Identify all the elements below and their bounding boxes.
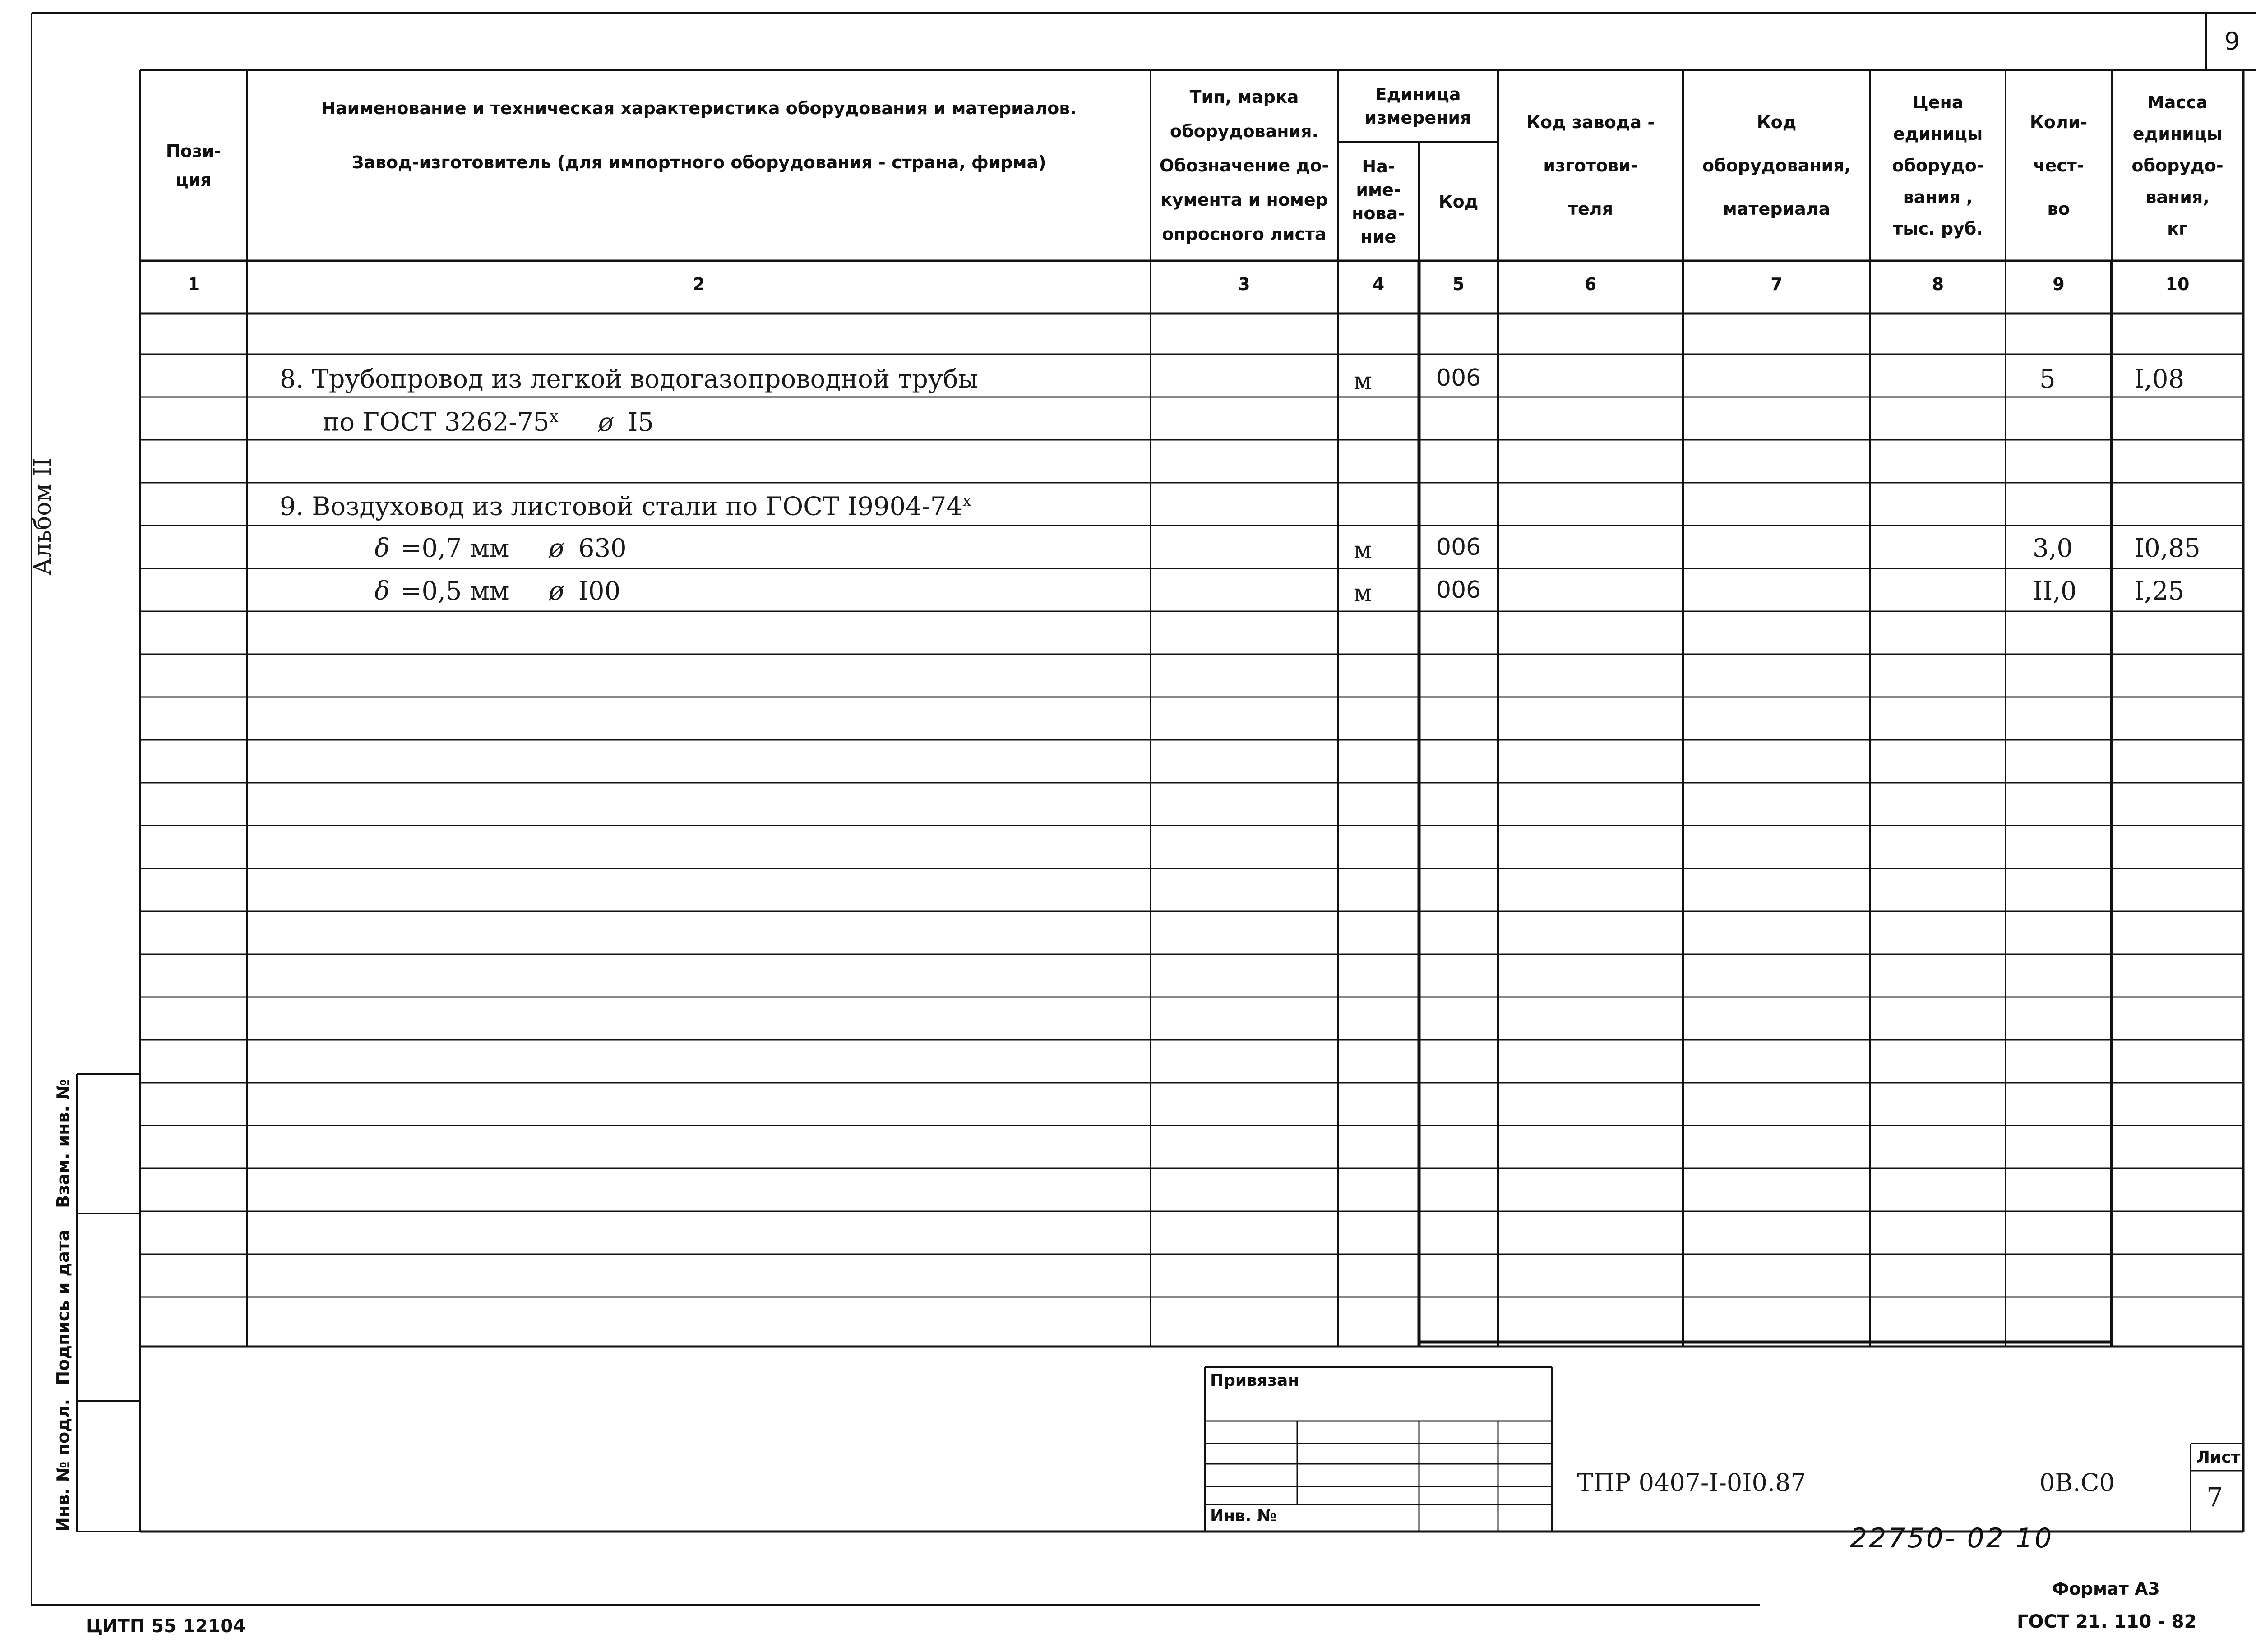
row-8-gost — [323, 407, 654, 437]
column-number-6: 6 — [1584, 274, 1597, 294]
row-9b-code: 006 — [1436, 577, 1481, 604]
header-equipment-line3: материала — [1723, 198, 1831, 219]
header-mass-line2: единицы — [2132, 124, 2223, 144]
column-number-3: 3 — [1238, 274, 1250, 294]
row-9-name — [280, 492, 971, 521]
header-factory-line2: изготови- — [1543, 155, 1638, 175]
header-unit-name-line2: име- — [1356, 180, 1401, 200]
header-unit-name-line4: ние — [1360, 226, 1396, 247]
format-label: Формат А3 — [2052, 1579, 2160, 1599]
inv-no-label: Инв. № — [1210, 1507, 1277, 1525]
row-8-mass: I,08 — [2134, 365, 2185, 394]
header-position-line2: ция — [176, 170, 212, 190]
header-equipment-line1: Код — [1757, 112, 1797, 132]
header-type-line2: оборудования. — [1170, 121, 1318, 141]
row-8-gost-sup: x — [549, 407, 559, 426]
row-9a-code: 006 — [1436, 534, 1481, 561]
header-type-line5: опросного листа — [1162, 224, 1327, 244]
header-position — [140, 70, 247, 261]
header-type-line4: кумента и номер — [1160, 189, 1328, 210]
row-9-name-text: 9. Воздуховод из листовой стали по ГОСТ I9904-74 — [280, 492, 962, 521]
delta-icon: δ — [374, 534, 390, 563]
column-number-9: 9 — [2053, 274, 2065, 294]
header-unit-code-label: Код — [1438, 191, 1479, 212]
handwritten-number: 22750- 02 10 — [1850, 1523, 2054, 1554]
header-price-line4: вания , — [1903, 187, 1973, 207]
row-8-gost-text: по ГОСТ 3262-75 — [323, 407, 550, 437]
header-unit-name-line3: нова- — [1352, 203, 1405, 223]
sheet-number: 7 — [2206, 1482, 2223, 1513]
header-factory-line1: Код завода - — [1526, 112, 1655, 132]
header-price-line3: оборудо- — [1892, 155, 1984, 175]
header-unit-group — [1338, 70, 1498, 142]
header-factory-line3: теля — [1567, 198, 1613, 219]
header-mass-line5: кг — [2167, 218, 2188, 239]
row-8-code: 006 — [1436, 365, 1481, 392]
header-mass — [2112, 70, 2243, 261]
header-quantity — [2006, 70, 2112, 261]
column-number-10: 10 — [2165, 274, 2190, 294]
diameter-icon: ø — [549, 577, 564, 606]
header-unit-line2: измерения — [1364, 108, 1471, 128]
header-name-line2: Завод-изготовитель (для импортного оборудования - страна, фирма) — [351, 152, 1046, 172]
header-unit-name — [1338, 142, 1419, 261]
album-label: Альбом II — [29, 457, 56, 576]
stamp-sign-date: Подпись и дата — [53, 1229, 73, 1385]
row-8-qty: 5 — [2039, 365, 2056, 394]
delta-icon: δ — [374, 577, 390, 606]
row-9a-qty: 3,0 — [2033, 534, 2073, 563]
header-price-line2: единицы — [1893, 124, 1983, 144]
header-unit-line1: Единица — [1375, 84, 1461, 104]
header-factory-code — [1498, 70, 1683, 261]
header-price-line5: тыс. руб. — [1893, 218, 1983, 239]
row-9-sup: x — [962, 492, 972, 510]
column-number-7: 7 — [1771, 274, 1783, 294]
header-equipment-code — [1683, 70, 1870, 261]
stamp-inv-orig: Инв. № подл. — [53, 1398, 73, 1532]
row-9a-unit: м — [1354, 537, 1372, 564]
stamp-inv-replace: Взам. инв. № — [53, 1079, 73, 1208]
row-9b-thickness: =0,5 мм — [400, 577, 509, 606]
document-code: ТПР 0407-I-0I0.87 — [1577, 1468, 1806, 1497]
header-type — [1151, 70, 1338, 261]
row-9b-mass: I,25 — [2134, 577, 2185, 606]
header-price-line1: Цена — [1912, 92, 1964, 112]
row-9b-spec — [374, 577, 620, 606]
printer-label: ЦИТП 55 12104 — [86, 1616, 246, 1637]
column-number-2: 2 — [693, 274, 705, 294]
header-mass-line4: вания, — [2145, 187, 2210, 207]
row-9b-unit: м — [1354, 580, 1372, 607]
sheet-label: Лист — [2196, 1448, 2241, 1467]
row-8-unit: м — [1354, 368, 1372, 395]
row-8-diameter: I5 — [628, 407, 654, 437]
header-unit-code — [1419, 142, 1498, 261]
gost-label: ГОСТ 21. 110 - 82 — [2017, 1611, 2197, 1632]
header-price — [1870, 70, 2006, 261]
header-equipment-line2: оборудования, — [1702, 155, 1851, 175]
row-9a-diameter: 630 — [578, 534, 627, 563]
row-9a-mass: I0,85 — [2134, 534, 2201, 563]
column-number-1: 1 — [187, 274, 200, 294]
diameter-icon: ø — [549, 534, 564, 563]
row-9a-spec — [374, 534, 627, 563]
privyazan-label: Привязан — [1210, 1371, 1299, 1390]
diameter-icon: ø — [598, 407, 614, 437]
row-9b-qty: II,0 — [2033, 577, 2077, 606]
header-type-line1: Тип, марка — [1189, 87, 1299, 107]
column-number-5: 5 — [1452, 274, 1465, 294]
header-position-line1: Пози- — [166, 141, 222, 161]
header-quantity-line2: чест- — [2033, 155, 2084, 175]
row-9a-thickness: =0,7 мм — [400, 534, 509, 563]
header-type-line3: Обозначение до- — [1159, 155, 1329, 175]
header-name — [247, 70, 1151, 261]
header-quantity-line1: Коли- — [2029, 112, 2088, 132]
document-mark: 0В.С0 — [2039, 1468, 2115, 1497]
corner-sheet-number: 9 — [2224, 27, 2240, 55]
header-name-line1: Наименование и техническая характеристика оборудования и материалов. — [321, 98, 1077, 118]
header-unit-name-line1: На- — [1362, 156, 1395, 176]
row-8-name: 8. Трубопровод из легкой водогазопроводной трубы — [280, 365, 979, 394]
column-number-8: 8 — [1932, 274, 1944, 294]
header-quantity-line3: во — [2047, 198, 2070, 219]
header-mass-line3: оборудо- — [2131, 155, 2224, 175]
header-mass-line1: Масса — [2147, 92, 2208, 112]
row-9b-diameter: I00 — [578, 577, 621, 606]
column-number-4: 4 — [1372, 274, 1385, 294]
